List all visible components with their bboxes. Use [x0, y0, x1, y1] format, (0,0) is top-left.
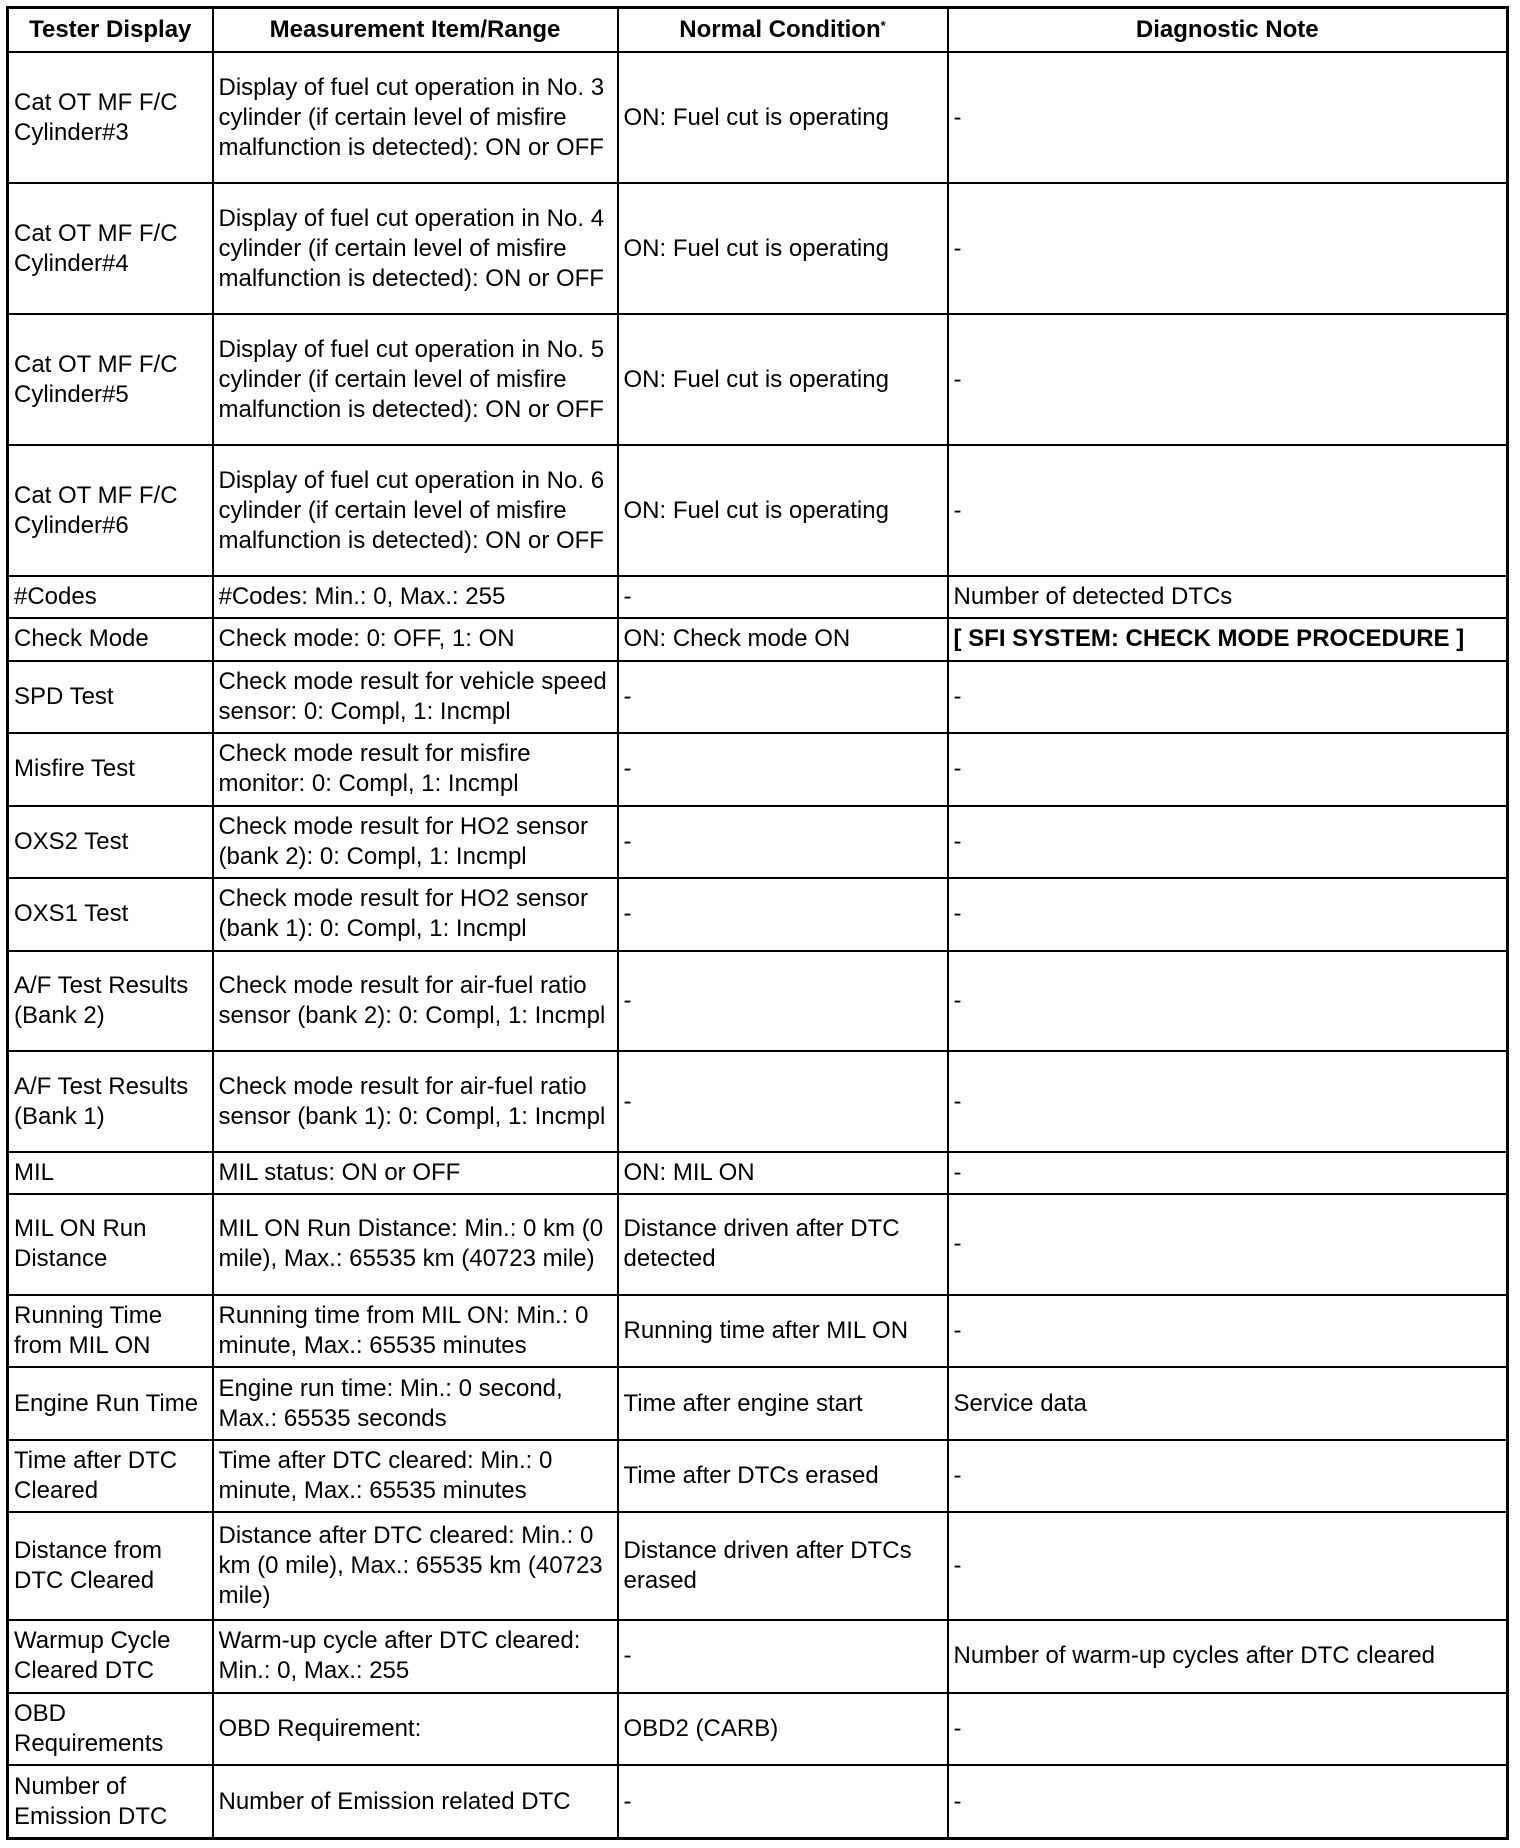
cell-tester-display: A/F Test Results (Bank 1)	[8, 1051, 213, 1152]
cell-diagnostic-note: -	[948, 1295, 1508, 1368]
cell-tester-display: #Codes	[8, 576, 213, 618]
header-normal-condition-label: Normal Condition	[679, 16, 881, 43]
table-row	[8, 1440, 1508, 1513]
cell-tester-display: OXS2 Test	[8, 806, 213, 879]
cell-diagnostic-note: -	[948, 733, 1508, 806]
header-row	[8, 8, 1508, 53]
cell-measurement-item: Distance after DTC cleared: Min.: 0 km (0 mile), Max.: 65535 km (40723 mile)	[213, 1512, 618, 1620]
cell-diagnostic-note: -	[948, 661, 1508, 734]
cell-normal-condition: Time after engine start	[618, 1367, 948, 1440]
cell-tester-display: Misfire Test	[8, 733, 213, 806]
cell-measurement-item: MIL status: ON or OFF	[213, 1152, 618, 1194]
table-row	[8, 1620, 1508, 1693]
cell-diagnostic-note: -	[948, 1194, 1508, 1295]
cell-measurement-item: Check mode result for HO2 sensor (bank 1): 0: Compl, 1: Incmpl	[213, 878, 618, 951]
cell-normal-condition: Distance driven after DTC detected	[618, 1194, 948, 1295]
cell-diagnostic-note: -	[948, 445, 1508, 576]
cell-tester-display: Distance from DTC Cleared	[8, 1512, 213, 1620]
cell-measurement-item: Display of fuel cut operation in No. 6 cylinder (if certain level of misfire malfunction is detected): ON or OFF	[213, 445, 618, 576]
cell-diagnostic-note: Number of detected DTCs	[948, 576, 1508, 618]
cell-normal-condition: ON: Fuel cut is operating	[618, 183, 948, 314]
cell-measurement-item: Check mode result for vehicle speed sensor: 0: Compl, 1: Incmpl	[213, 661, 618, 734]
cell-measurement-item: OBD Requirement:	[213, 1693, 618, 1766]
cell-normal-condition: ON: MIL ON	[618, 1152, 948, 1194]
cell-diagnostic-note: -	[948, 1440, 1508, 1513]
table-row	[8, 445, 1508, 576]
cell-diagnostic-note: -	[948, 1051, 1508, 1152]
cell-diagnostic-note: -	[948, 1512, 1508, 1620]
cell-normal-condition: ON: Fuel cut is operating	[618, 445, 948, 576]
cell-tester-display: OXS1 Test	[8, 878, 213, 951]
cell-diagnostic-note: -	[948, 1765, 1508, 1838]
cell-measurement-item: Check mode result for air-fuel ratio sensor (bank 2): 0: Compl, 1: Incmpl	[213, 951, 618, 1052]
cell-normal-condition: OBD2 (CARB)	[618, 1693, 948, 1766]
table-row	[8, 661, 1508, 734]
cell-measurement-item: Time after DTC cleared: Min.: 0 minute, Max.: 65535 minutes	[213, 1440, 618, 1513]
table-row	[8, 1194, 1508, 1295]
footnote-mark: *	[880, 18, 886, 33]
cell-tester-display: Cat OT MF F/C Cylinder#3	[8, 52, 213, 183]
table-row	[8, 1051, 1508, 1152]
cell-tester-display: OBD Requirements	[8, 1693, 213, 1766]
cell-measurement-item: Check mode: 0: OFF, 1: ON	[213, 618, 618, 660]
cell-normal-condition: -	[618, 951, 948, 1052]
cell-tester-display: Cat OT MF F/C Cylinder#4	[8, 183, 213, 314]
table-row	[8, 314, 1508, 445]
cell-tester-display: Time after DTC Cleared	[8, 1440, 213, 1513]
cell-normal-condition: ON: Fuel cut is operating	[618, 52, 948, 183]
cell-tester-display: Running Time from MIL ON	[8, 1295, 213, 1368]
header-diagnostic-note: Diagnostic Note	[948, 8, 1508, 53]
cell-measurement-item: Engine run time: Min.: 0 second, Max.: 65535 seconds	[213, 1367, 618, 1440]
cell-normal-condition: -	[618, 806, 948, 879]
cell-tester-display: Warmup Cycle Cleared DTC	[8, 1620, 213, 1693]
cell-tester-display: Cat OT MF F/C Cylinder#6	[8, 445, 213, 576]
cell-measurement-item: Check mode result for HO2 sensor (bank 2): 0: Compl, 1: Incmpl	[213, 806, 618, 879]
cell-normal-condition: Distance driven after DTCs erased	[618, 1512, 948, 1620]
cell-normal-condition: Running time after MIL ON	[618, 1295, 948, 1368]
cell-normal-condition: -	[618, 576, 948, 618]
header-normal-condition	[618, 8, 948, 53]
cell-measurement-item: Display of fuel cut operation in No. 5 cylinder (if certain level of misfire malfunction is detected): ON or OFF	[213, 314, 618, 445]
cell-diagnostic-note: -	[948, 878, 1508, 951]
cell-tester-display: Engine Run Time	[8, 1367, 213, 1440]
header-tester-display: Tester Display	[8, 8, 213, 53]
data-list-table	[6, 6, 1509, 1840]
cell-tester-display: MIL	[8, 1152, 213, 1194]
cell-diagnostic-note: Service data	[948, 1367, 1508, 1440]
table-row	[8, 1512, 1508, 1620]
cell-tester-display: A/F Test Results (Bank 2)	[8, 951, 213, 1052]
cell-diagnostic-note: -	[948, 806, 1508, 879]
cell-normal-condition: Time after DTCs erased	[618, 1440, 948, 1513]
cell-measurement-item: Warm-up cycle after DTC cleared: Min.: 0, Max.: 255	[213, 1620, 618, 1693]
cell-measurement-item: Running time from MIL ON: Min.: 0 minute, Max.: 65535 minutes	[213, 1295, 618, 1368]
table-row	[8, 576, 1508, 618]
cell-measurement-item: #Codes: Min.: 0, Max.: 255	[213, 576, 618, 618]
cell-diagnostic-note: -	[948, 183, 1508, 314]
cell-tester-display: SPD Test	[8, 661, 213, 734]
cell-measurement-item: Display of fuel cut operation in No. 4 cylinder (if certain level of misfire malfunction is detected): ON or OFF	[213, 183, 618, 314]
cell-measurement-item: MIL ON Run Distance: Min.: 0 km (0 mile), Max.: 65535 km (40723 mile)	[213, 1194, 618, 1295]
cell-measurement-item: Display of fuel cut operation in No. 3 cylinder (if certain level of misfire malfunction is detected): ON or OFF	[213, 52, 618, 183]
cell-normal-condition: -	[618, 661, 948, 734]
table-row	[8, 951, 1508, 1052]
cell-diagnostic-note: -	[948, 1693, 1508, 1766]
cell-normal-condition: -	[618, 1051, 948, 1152]
cell-normal-condition: ON: Check mode ON	[618, 618, 948, 660]
table-row	[8, 618, 1508, 660]
cell-tester-display: Cat OT MF F/C Cylinder#5	[8, 314, 213, 445]
cell-measurement-item: Check mode result for misfire monitor: 0: Compl, 1: Incmpl	[213, 733, 618, 806]
cell-diagnostic-note: -	[948, 52, 1508, 183]
cell-normal-condition: -	[618, 878, 948, 951]
table-row	[8, 1367, 1508, 1440]
cell-measurement-item: Number of Emission related DTC	[213, 1765, 618, 1838]
cell-diagnostic-note: -	[948, 1152, 1508, 1194]
cell-diagnostic-note: -	[948, 951, 1508, 1052]
cell-normal-condition: -	[618, 1620, 948, 1693]
cell-normal-condition: -	[618, 1765, 948, 1838]
cell-diagnostic-note: Number of warm-up cycles after DTC cleared	[948, 1620, 1508, 1693]
cell-tester-display: Number of Emission DTC	[8, 1765, 213, 1838]
table-row	[8, 183, 1508, 314]
table-row	[8, 878, 1508, 951]
table-row	[8, 806, 1508, 879]
cell-tester-display: Check Mode	[8, 618, 213, 660]
procedure-link[interactable]: [ SFI SYSTEM: CHECK MODE PROCEDURE ]	[948, 618, 1508, 660]
cell-tester-display: MIL ON Run Distance	[8, 1194, 213, 1295]
cell-normal-condition: ON: Fuel cut is operating	[618, 314, 948, 445]
cell-measurement-item: Check mode result for air-fuel ratio sensor (bank 1): 0: Compl, 1: Incmpl	[213, 1051, 618, 1152]
table-row	[8, 1765, 1508, 1838]
table-row	[8, 733, 1508, 806]
cell-diagnostic-note: -	[948, 314, 1508, 445]
table-row	[8, 1295, 1508, 1368]
table-row	[8, 1152, 1508, 1194]
cell-normal-condition: -	[618, 733, 948, 806]
header-measurement-item: Measurement Item/Range	[213, 8, 618, 53]
table-row	[8, 52, 1508, 183]
table-row	[8, 1693, 1508, 1766]
